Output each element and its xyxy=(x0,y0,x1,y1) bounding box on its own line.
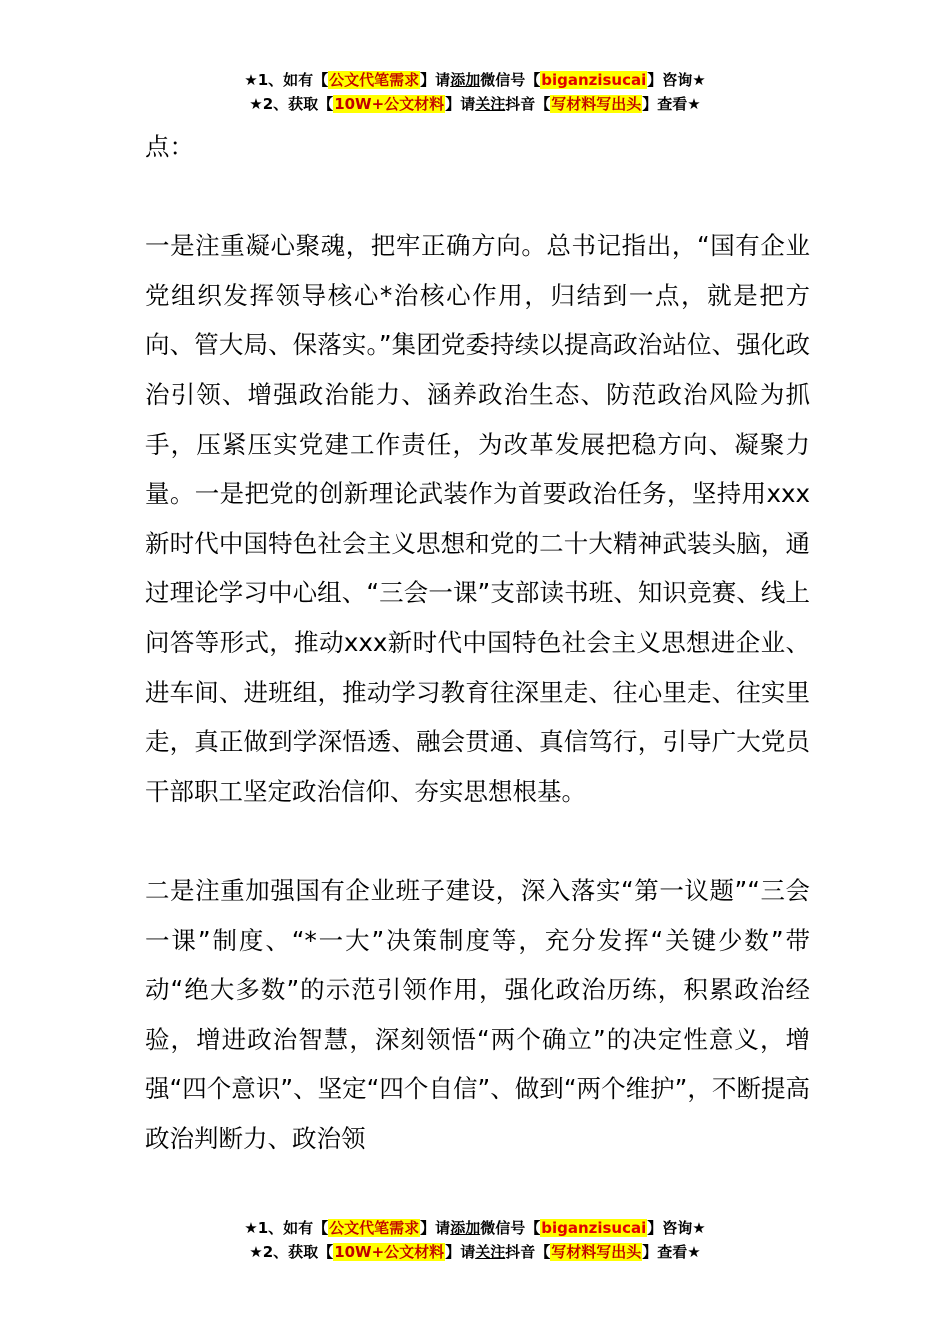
banner-emphasis: 添加 xyxy=(450,1219,481,1237)
header-banner xyxy=(0,68,950,116)
banner-text: 微信号【 xyxy=(480,1219,541,1237)
banner-text: 抖音【 xyxy=(505,95,551,113)
highlight-service: 公文代笔需求 xyxy=(329,71,420,89)
banner-line-2 xyxy=(0,92,950,116)
banner-text: ★2、获取【 xyxy=(249,95,334,113)
paragraph-1: 一是注重凝心聚魂，把牢正确方向。总书记指出，“国有企业党组织发挥领导核心*治核心作用，归结到一点，就是把方向、管大局、保落实。”集团党委持续以提高政治站位、强化政治引领、增强政治能力、涵养政治生态、防范政治风险为抓手，压紧压实党建工作责任，为改革发展把稳方向、凝聚力量。一是把党的创新理论武装作为首要政治任务，坚持用xxx新时代中国特色社会主义思想和党的二十大精神武装头脑，通过理论学习中心组、“三会一课”支部读书班、知识竞赛、线上问答等形式，推动xxx新时代中国特色社会主义思想进企业、进车间、进班组，推动学习教育往深里走、往心里走、往实里走，真正做到学深悟透、融会贯通、真信笃行，引导广大党员干部职工坚定政治信仰、夯实思想根基。 xyxy=(145,231,810,806)
banner-text: 微信号【 xyxy=(480,71,541,89)
banner-text: 】咨询★ xyxy=(647,1219,706,1237)
douyin-account: 写材料写出头 xyxy=(551,95,642,113)
banner-text: 】请 xyxy=(420,1219,451,1237)
banner-line-2 xyxy=(0,1240,950,1264)
document-body xyxy=(145,122,810,1163)
wechat-id: biganzisucai xyxy=(541,71,647,89)
paragraph-fragment: 点： xyxy=(145,132,194,161)
banner-text: 抖音【 xyxy=(505,1243,551,1261)
banner-text: 】查看★ xyxy=(642,95,701,113)
banner-text: 】请 xyxy=(445,1243,476,1261)
banner-emphasis: 关注 xyxy=(475,1243,506,1261)
banner-emphasis: 添加 xyxy=(450,71,481,89)
banner-text: ★1、如有【 xyxy=(244,71,329,89)
banner-line-1 xyxy=(0,1216,950,1240)
banner-text: 】请 xyxy=(445,95,476,113)
footer-banner xyxy=(0,1216,950,1264)
highlight-materials: 10W+公文材料 xyxy=(334,1243,445,1261)
banner-line-1 xyxy=(0,68,950,92)
banner-text: ★1、如有【 xyxy=(244,1219,329,1237)
banner-text: 】咨询★ xyxy=(647,71,706,89)
banner-text: ★2、获取【 xyxy=(249,1243,334,1261)
wechat-id: biganzisucai xyxy=(541,1219,647,1237)
banner-text: 】查看★ xyxy=(642,1243,701,1261)
highlight-materials: 10W+公文材料 xyxy=(334,95,445,113)
douyin-account: 写材料写出头 xyxy=(551,1243,642,1261)
paragraph-2: 二是注重加强国有企业班子建设，深入落实“第一议题”“三会一课”制度、“*一大”决策制度等，充分发挥“关键少数”带动“绝大多数”的示范引领作用，强化政治历练，积累政治经验，增进政治智慧，深刻领悟“两个确立”的决定性意义，增强“四个意识”、坚定“四个自信”、做到“两个维护”，不断提高政治判断力、政治领 xyxy=(145,875,810,1153)
highlight-service: 公文代笔需求 xyxy=(329,1219,420,1237)
banner-emphasis: 关注 xyxy=(475,95,506,113)
banner-text: 】请 xyxy=(420,71,451,89)
